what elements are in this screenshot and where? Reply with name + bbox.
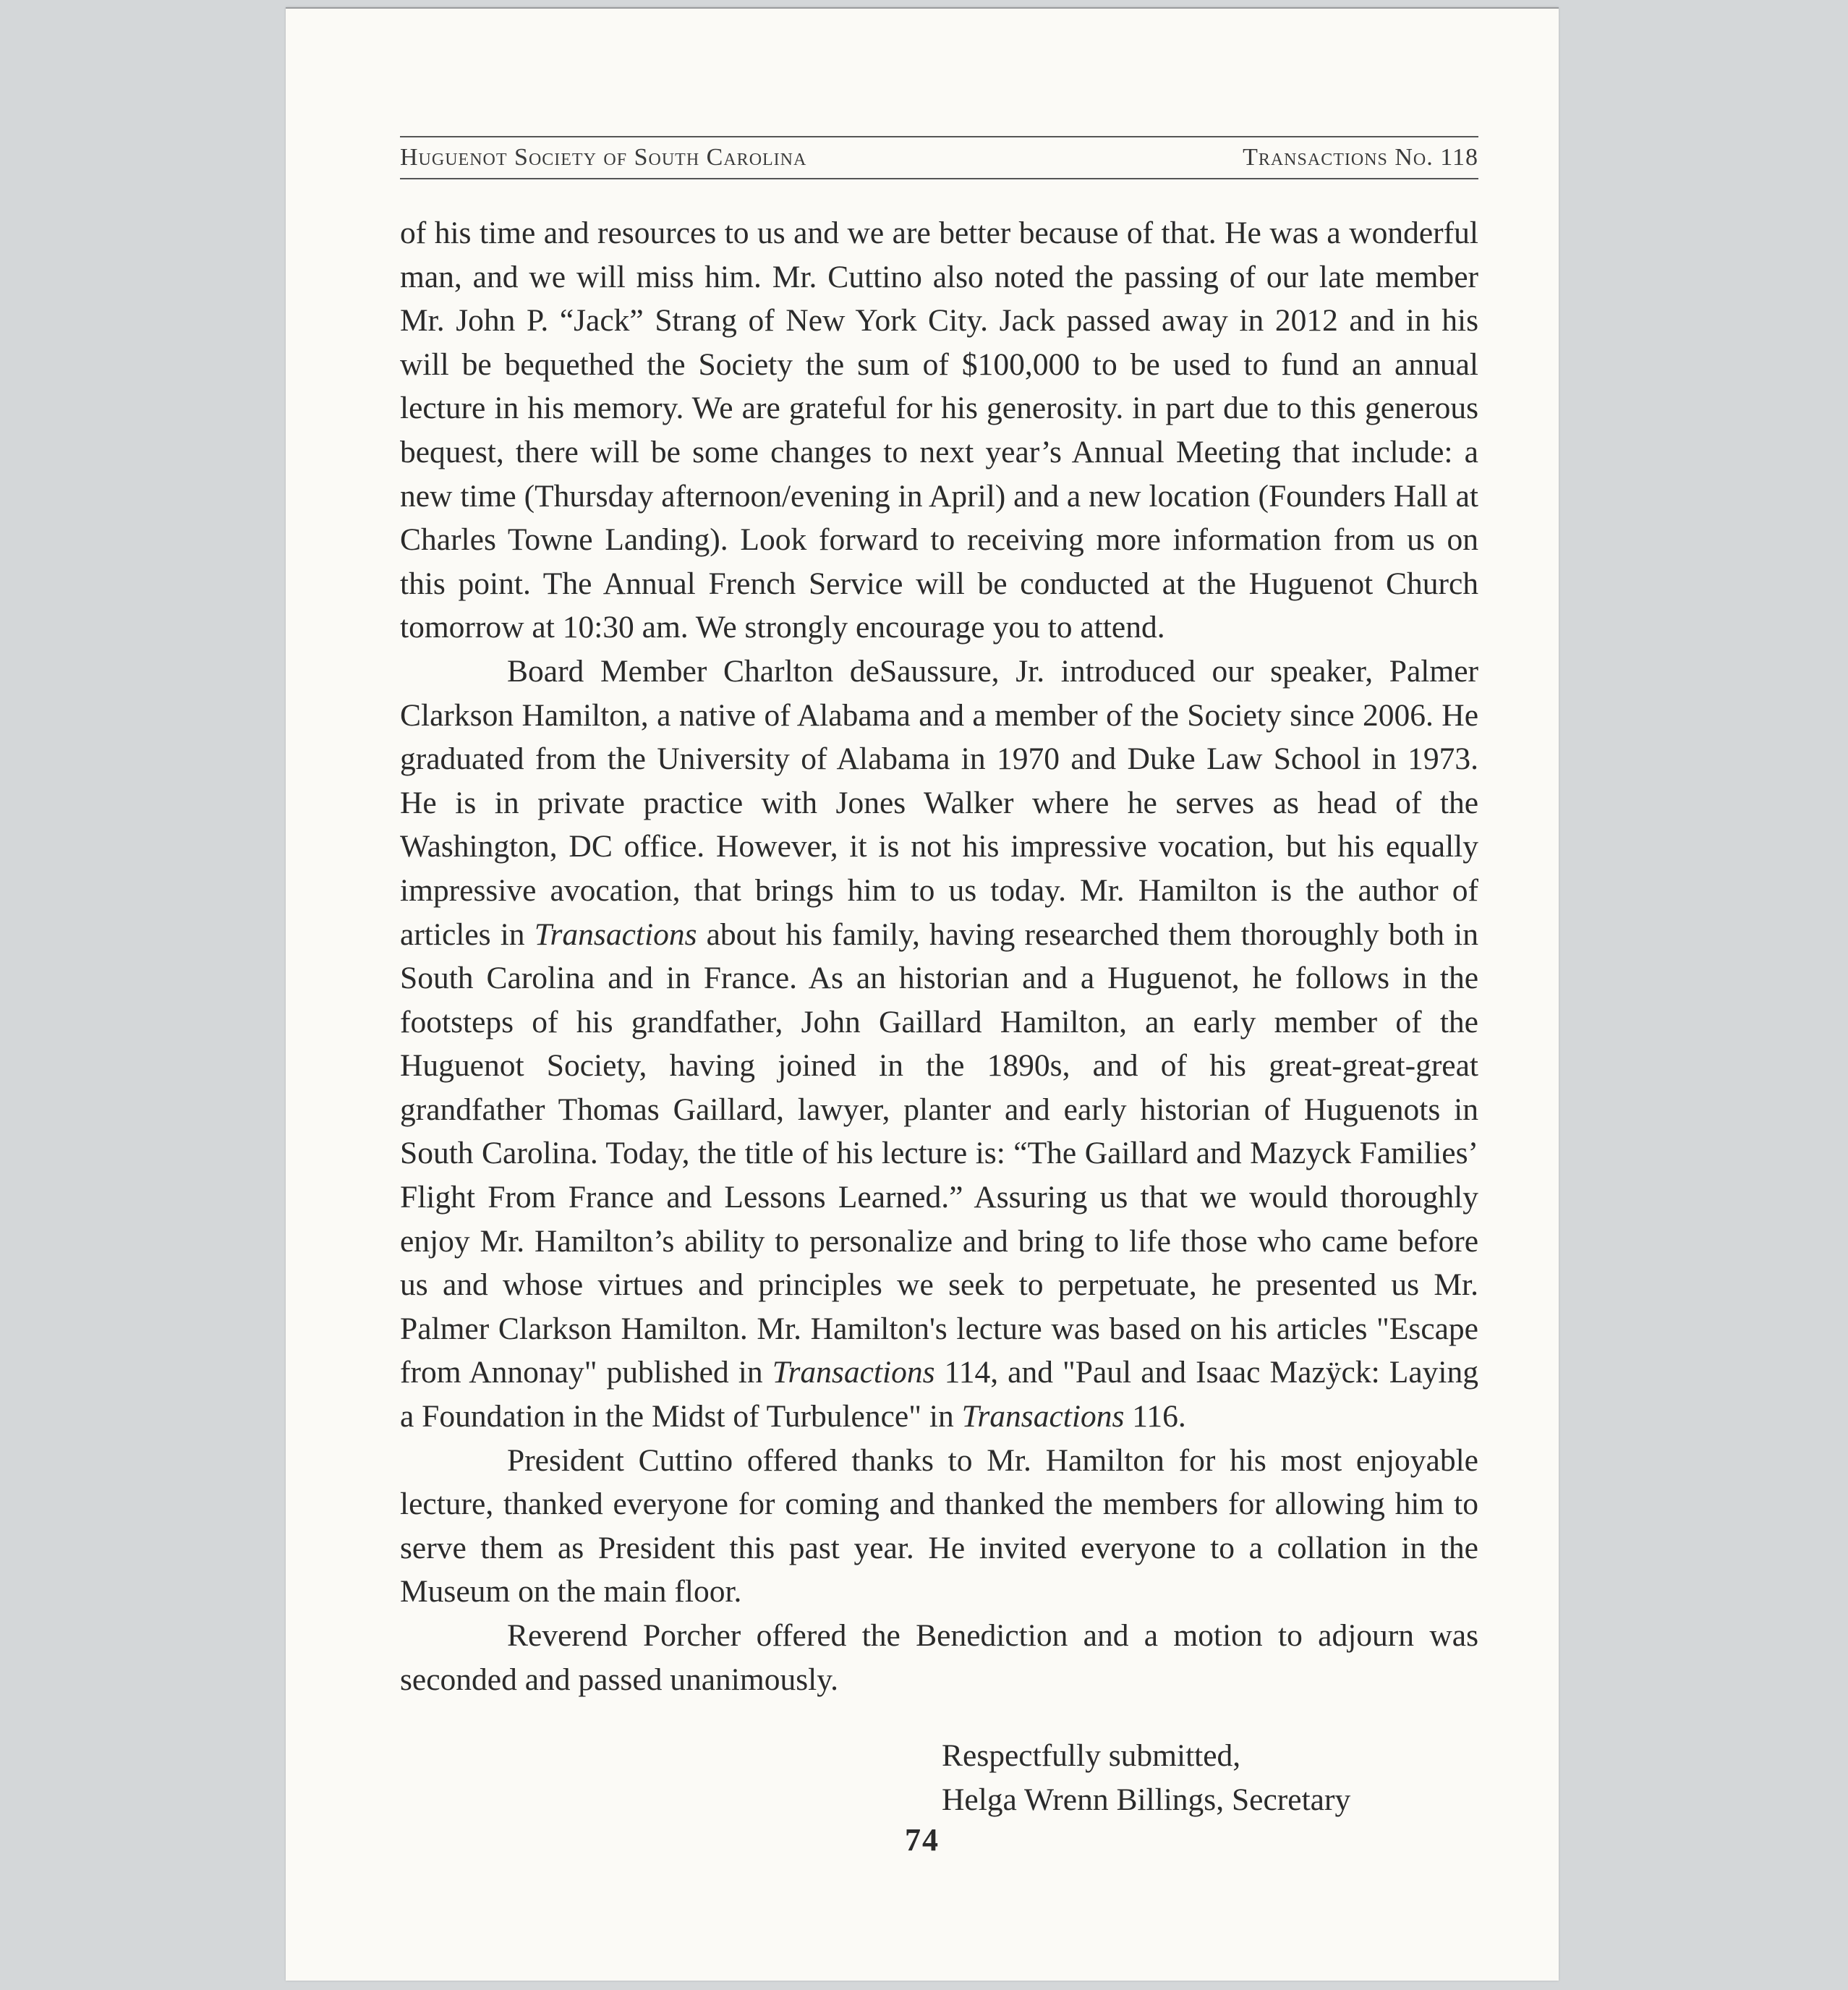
paragraph-3: President Cuttino offered thanks to Mr. Hamilton for his most enjoyable lecture, thanked everyone for coming and thanked the members for allowing him to serve them as President this past year. He invited everyone to a collation in the Museum on the main floor. (400, 1442, 1478, 1610)
page-number: 74 (905, 1822, 940, 1858)
italic-transactions-1: Transactions (534, 917, 697, 952)
header-transactions-number: Transactions No. 118 (1243, 144, 1478, 171)
paragraph-2-part-b: about his family, having researched them thoroughly both in South Carolina and in France. As an historian and a Huguenot, he follows in the footsteps of his grandfather, John Gaillard Hamilton, an early member of the Huguenot Society, having joined in the 1890s, and of his great-great-great grandfather Thomas Gaillard, lawyer, planter and early historian of Huguenots in South Carolina. Today, the title of his lecture is: “The Gaillard and Mazyck Families’ Flight From France and Lessons Learned.” Assuring us that we would thoroughly enjoy Mr. Hamilton’s ability to personalize and bring to life those who came before us and whose virtues and principles we seek to perpetuate, he presented us Mr. Palmer Clarkson Hamilton. Mr. Hamilton's lecture was based on his articles "Escape from Annonay" published in (400, 917, 1478, 1390)
paragraph-2-part-c: 114, and "Paul and Isaac Mazÿck: Laying a Foundation in the Midst of Turbulence" in (400, 1355, 1478, 1434)
secretary-name: Helga Wrenn Billings, Secretary (942, 1782, 1351, 1817)
document-page (286, 7, 1559, 1981)
paragraph-2-part-d: 116. (1124, 1399, 1186, 1434)
paragraph-2 (400, 650, 1478, 1439)
italic-transactions-2: Transactions (772, 1355, 935, 1390)
page-top-edge (286, 7, 1559, 9)
italic-transactions-3: Transactions (961, 1399, 1125, 1434)
body-text (400, 211, 1478, 1701)
signature-block (942, 1734, 1350, 1821)
closing-salutation: Respectfully submitted, (942, 1738, 1241, 1773)
paragraph-4: Reverend Porcher offered the Benediction and a motion to adjourn was seconded and passed unanimously. (400, 1618, 1478, 1697)
running-header (400, 136, 1478, 179)
paragraph-2-part-a: Board Member Charlton deSaussure, Jr. introduced our speaker, Palmer Clarkson Hamilton, a native of Alabama and a member of the Society since 2006. He graduated from the University of Alabama in 1970 and Duke Law School in 1973. He is in private practice with Jones Walker where he serves as head of the Washington, DC office. However, it is not his impressive vocation, but his equally impressive avocation, that brings him to us today. Mr. Hamilton is the author of articles in (400, 653, 1478, 952)
paragraph-1: of his time and resources to us and we are better because of that. He was a wonderful man, and we will miss him. Mr. Cuttino also noted the passing of our late member Mr. John P. “Jack” Strang of New York City. Jack passed away in 2012 and in his will be bequethed the Society the sum of $100,000 to be used to fund an annual lecture in his memory. We are grateful for his generosity. in part due to this generous bequest, there will be some changes to next year’s Annual Meeting that include: a new time (Thursday afternoon/evening in April) and a new location (Founders Hall at Charles Towne Landing). Look forward to receiving more information from us on this point. The Annual French Service will be conducted at the Huguenot Church tomorrow at 10:30 am. We strongly encourage you to attend. (400, 216, 1478, 645)
header-society-name: Huguenot Society of South Carolina (400, 144, 807, 171)
